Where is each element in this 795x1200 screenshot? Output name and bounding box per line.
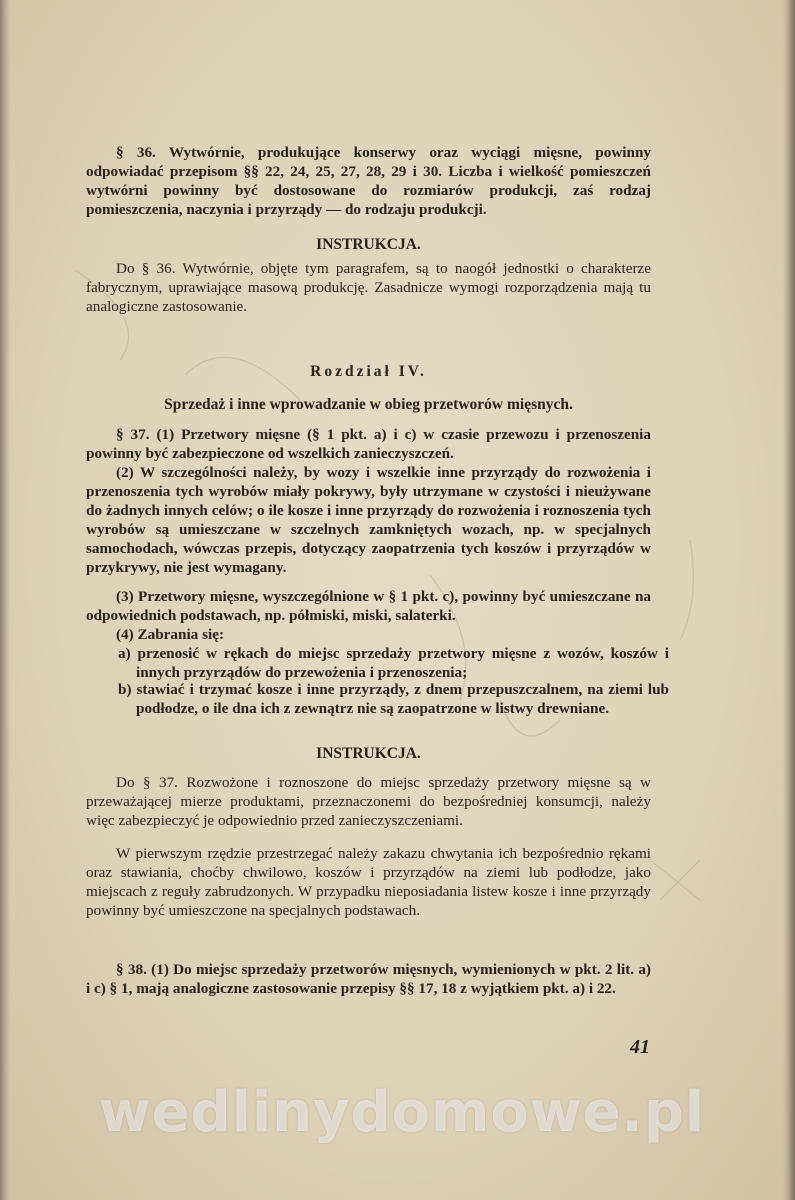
paragraph-37-1: § 37. (1) Przetwory mięsne (§ 1 pkt. a) i c) w czasie przewozu i przenoszenia powinny być zabezpieczone od wszelkich zanieczyszczeń. [86, 426, 651, 462]
instruction-37-b: W pierwszym rzędzie przestrzegać należy zakazu chwytania ich bezpośrednio rękami oraz stawiania, choćby chwilowo, koszów i przyrządów na ziemi lub podłodze, jako miejscach z reguły zabrudzonych. W przypadku nieposiadania listew kosze i inne przyrządy powinny być umieszczone na specjalnych podstawach. [86, 845, 651, 919]
chapter-heading: Rozdział IV. [310, 363, 427, 380]
paragraph-37-3: (3) Przetwory mięsne, wyszczególnione w § 1 pkt. c), powinny być umieszczane na odpowiednich podstawach, np. półmiski, miski, salaterki. [86, 588, 651, 624]
page-number: 41 [630, 1036, 650, 1058]
instruction-37-a: Do § 37. Rozwożone i roznoszone do miejsc sprzedaży przetwory mięsne są w przeważającej mierze produktami, przeznaczonemi do bezpośredniej konsumcji, należy więc zabezpieczyć je odpowiednio przed zanieczyszczeniami. [86, 774, 651, 829]
instruction-36: Do § 36. Wytwórnie, objęte tym paragrafem, są to naogół jednostki o charakterze fabrycznym, uprawiające masową produkcję. Zasadnicze wymogi rozporządzenia mają tu analogiczne zastosowanie. [86, 260, 651, 315]
instruction-heading-1: INSTRUKCJA. [316, 236, 421, 253]
instruction-heading-2: INSTRUKCJA. [316, 745, 421, 762]
paragraph-37-2: (2) W szczególności należy, by wozy i wszelkie inne przyrządy do rozwożenia i przenoszenia tych wyrobów miały pokrywy, były utrzymane w czystości i nieużywane do żadnych innych celów; o ile kosze i inne przyrządy do rozwożenia i roznoszenia tych wyrobów są umieszczane w szczelnych zamkniętych wozach, np. w specjalnych samochodach, wówczas przepis, dotyczący zaopatrzenia tych koszów i przyrządów w przykrywy, nie jest wymagany. [86, 464, 651, 576]
paragraph-37-4b: b) stawiać i trzymać kosze i inne przyrządy, z dnem przepuszczalnem, na ziemi lub podłodze, o ile dna ich z zewnątrz nie są zaopatrzone w listwy drewniane. [118, 681, 669, 717]
paragraph-36: § 36. Wytwórnie, produkujące konserwy oraz wyciągi mięsne, powinny odpowiadać przepisom §§ 22, 24, 25, 27, 28, 29 i 30. Liczba i wielkość pomieszczeń wytwórni powinny być dostosowane do rozmiarów produkcji, zaś rodzaj pomieszczenia, naczynia i przyrządy — do rodzaju produkcji. [86, 144, 651, 218]
chapter-subtitle: Sprzedaż i inne wprowadzanie w obieg przetworów mięsnych. [164, 396, 573, 413]
paragraph-37-4a: a) przenosić w rękach do miejsc sprzedaży przetwory mięsne z wozów, koszów i innych przyrządów do przewożenia i przenoszenia; [118, 645, 669, 681]
watermark-text: wedlinydomowe.pl [98, 1080, 706, 1145]
paragraph-37-4: (4) Zabrania się: [116, 626, 224, 643]
paragraph-38: § 38. (1) Do miejsc sprzedaży przetworów mięsnych, wymienionych w pkt. 2 lit. a) i c) § 1, mają analogiczne zastosowanie przepisy §§ 17, 18 z wyjątkiem pkt. a) i 22. [86, 961, 651, 997]
